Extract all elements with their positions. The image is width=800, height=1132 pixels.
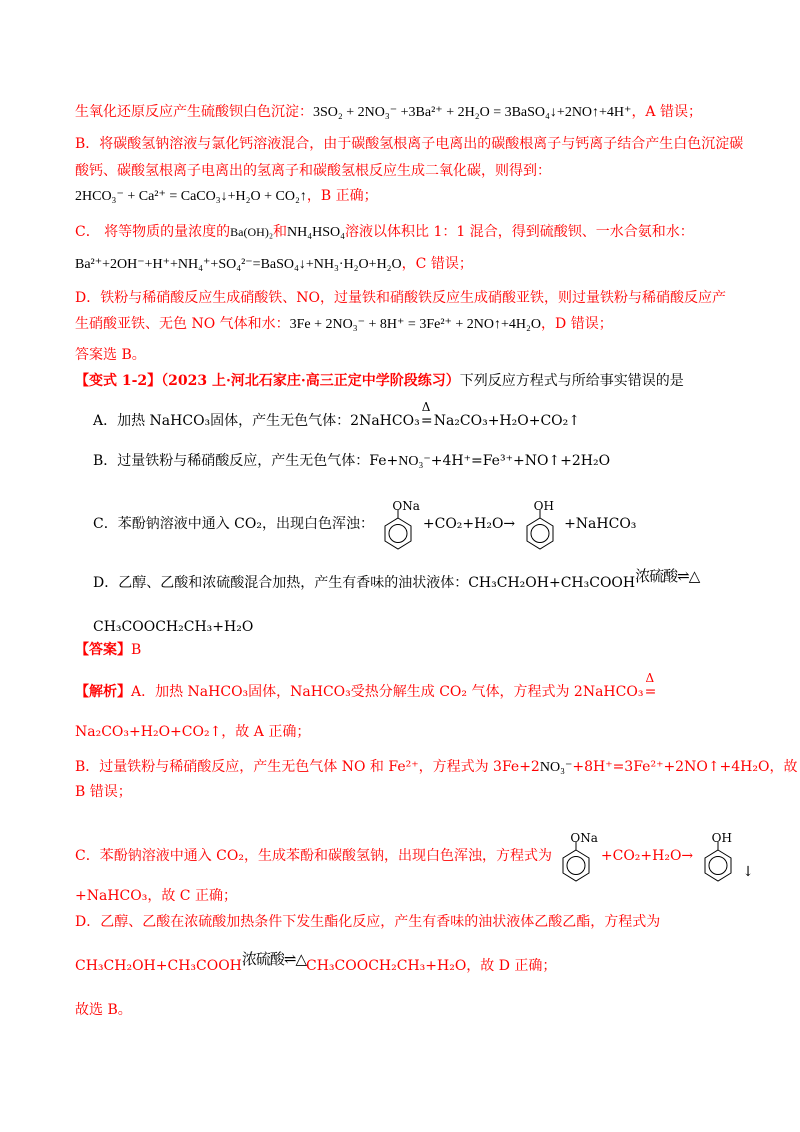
analysis-b2: B 错误； — [75, 784, 132, 800]
line-d-equation: 3Fe + 2NO₃⁻ + 8H⁺ = 3Fe²⁺ + 2NO↑+4H₂O — [289, 317, 542, 332]
variant-label: 【变式 1-2】（2023 上·河北石家庄·高三正定中学阶段练习） — [75, 373, 460, 389]
option-b-text: B．过量铁粉与稀硝酸反应，产生无色气体：Fe+ — [93, 453, 399, 469]
variant-question: 下列反应方程式与所给事实错误的是 — [459, 373, 684, 389]
analysis-d2 — [75, 950, 557, 976]
solution-line-b3 — [75, 186, 378, 207]
analysis-d-catalyst: 浓硫酸⇌△ — [241, 950, 307, 968]
option-a-equation: Na₂CO₃+H₂O+CO₂↑ — [433, 413, 580, 429]
answer-label: 【答案】 — [75, 642, 131, 658]
analysis-b-ion: NO₃⁻ — [539, 760, 573, 775]
solution-line-c2 — [75, 254, 473, 275]
line-c-text-b: 和 — [273, 224, 288, 240]
option-c — [93, 498, 636, 550]
line-c-tail: ，C 错误； — [401, 256, 473, 272]
solution-conclusion: 答案选 B。 — [75, 347, 146, 363]
option-d — [93, 567, 700, 593]
analysis-conclusion: 故选 B。 — [75, 1002, 132, 1018]
analysis-c2: +NaHCO₃，故 C 正确； — [75, 888, 237, 904]
option-c-tail: +NaHCO₃ — [564, 516, 637, 532]
solution-line-d1: D．铁粉与稀硝酸反应生成硝酸铁、NO，过量铁和硝酸铁反应生成硝酸亚铁，则过量铁粉与稀硝酸反应产 — [75, 290, 726, 306]
analysis-c1 — [75, 830, 754, 882]
phenol-structure — [520, 498, 560, 550]
solution-line-d2 — [75, 314, 613, 335]
solution-line-b2: 酸钙、碳酸氢根离子电离出的氢离子和碳酸氢根反应生成二氧化碳，则得到： — [75, 163, 551, 179]
analysis-d-pre: CH₃CH₂OH+CH₃COOH — [75, 958, 242, 974]
solution-line-b1: B．将碳酸氢钠溶液与氯化钙溶液混合，由于碳酸氢根离子电离出的碳酸根离子与钙离子结合产生白色沉淀碳 — [75, 136, 744, 152]
line-a-text: 生氧化还原反应产生硫酸钡白色沉淀： — [75, 104, 313, 120]
analysis-heat-symbol: Δ = — [644, 671, 657, 700]
analysis-b-post: +8H⁺=3Fe²⁺+2NO↑+4H₂O，故 — [572, 759, 798, 775]
ona-label: ONa — [392, 499, 420, 513]
variant-header — [75, 371, 684, 391]
line-c-text-a: C． 将等物质的量浓度的 — [75, 224, 231, 240]
solution-line-c1 — [75, 222, 694, 243]
option-b-ion: NO₃⁻ — [398, 454, 431, 469]
analysis-ona-label: ONa — [570, 831, 598, 845]
analysis-phenol-structure — [698, 830, 738, 882]
line-b-equation: 2HCO₃⁻ + Ca²⁺ = CaCO₃↓+H₂O + CO₂↑ — [75, 189, 307, 204]
solution-line-a — [75, 102, 702, 123]
option-b-equation: +4H⁺=Fe³⁺+NO↑+2H₂O — [430, 453, 611, 469]
option-b — [93, 451, 610, 472]
sodium-phenoxide-structure — [378, 498, 418, 550]
option-a-text: A．加热 NaHCO₃固体，产生无色气体：2NaHCO₃ — [93, 413, 420, 429]
heat-symbol: Δ = — [420, 400, 433, 429]
analysis-b1 — [75, 757, 798, 778]
line-c-formula-1: Ba(OH)₂ — [230, 225, 274, 239]
analysis-c-text: C．苯酚钠溶液中通入 CO₂，生成苯酚和碳酸氢钠，出现白色浑浊，方程式为 — [75, 848, 552, 864]
line-b-tail: ，B 正确； — [306, 188, 378, 204]
answer-line — [75, 640, 141, 660]
option-d-catalyst: 浓硫酸⇌△ — [635, 567, 700, 585]
analysis-a-text: A．加热 NaHCO₃固体，NaHCO₃受热分解生成 CO₂ 气体，方程式为 2NaHCO₃ — [131, 684, 644, 700]
analysis-a2: Na₂CO₃+H₂O+CO₂↑，故 A 正确； — [75, 724, 311, 740]
analysis-oh-label: OH — [711, 831, 732, 845]
line-a-tail: ，A 错误； — [631, 104, 702, 120]
line-a-equation: 3SO₂ + 2NO₃⁻ +3Ba²⁺ + 2H₂O = 3BaSO₄↓+2NO↑+4H⁺ — [313, 105, 632, 120]
analysis-d-post: CH₃COOCH₂CH₃+H₂O，故 D 正确； — [306, 958, 557, 974]
analysis-a1 — [75, 671, 657, 702]
line-d-tail: ，D 错误； — [541, 316, 613, 332]
analysis-label: 【解析】 — [75, 684, 131, 700]
option-a — [93, 400, 580, 431]
option-d-product: CH₃COOCH₂CH₃+H₂O — [93, 619, 254, 635]
analysis-b-pre: B．过量铁粉与稀硝酸反应，产生无色气体 NO 和 Fe²⁺，方程式为 3Fe+2 — [75, 759, 540, 775]
option-c-mid: +CO₂+H₂O→ — [422, 516, 516, 532]
option-d-text: D．乙醇、乙酸和浓硫酸混合加热，产生有香味的油状液体：CH₃CH₂OH+CH₃COOH — [93, 575, 636, 591]
analysis-d1: D．乙醇、乙酸在浓硫酸加热条件下发生酯化反应，产生有香味的油状液体乙酸乙酯，方程式为 — [75, 914, 661, 930]
line-c-text-c: 溶液以体积比 1：1 混合，得到硫酸钡、一水合氨和水： — [345, 224, 694, 240]
precipitate-arrow: ↓ — [742, 864, 754, 880]
option-c-text: C．苯酚钠溶液中通入 CO₂，出现白色浑浊： — [93, 516, 374, 532]
answer-value: B — [131, 642, 142, 658]
oh-label: OH — [533, 499, 554, 513]
analysis-sodium-phenoxide-structure — [556, 830, 596, 882]
line-c-formula-2: NH₄HSO₄ — [287, 225, 346, 240]
analysis-c-mid: +CO₂+H₂O→ — [600, 848, 694, 864]
line-d-text: 生硝酸亚铁、无色 NO 气体和水： — [75, 316, 290, 332]
line-c-equation: Ba²⁺+2OH⁻+H⁺+NH₄⁺+SO₄²⁻=BaSO₄↓+NH₃·H₂O+H₂O — [75, 257, 402, 272]
